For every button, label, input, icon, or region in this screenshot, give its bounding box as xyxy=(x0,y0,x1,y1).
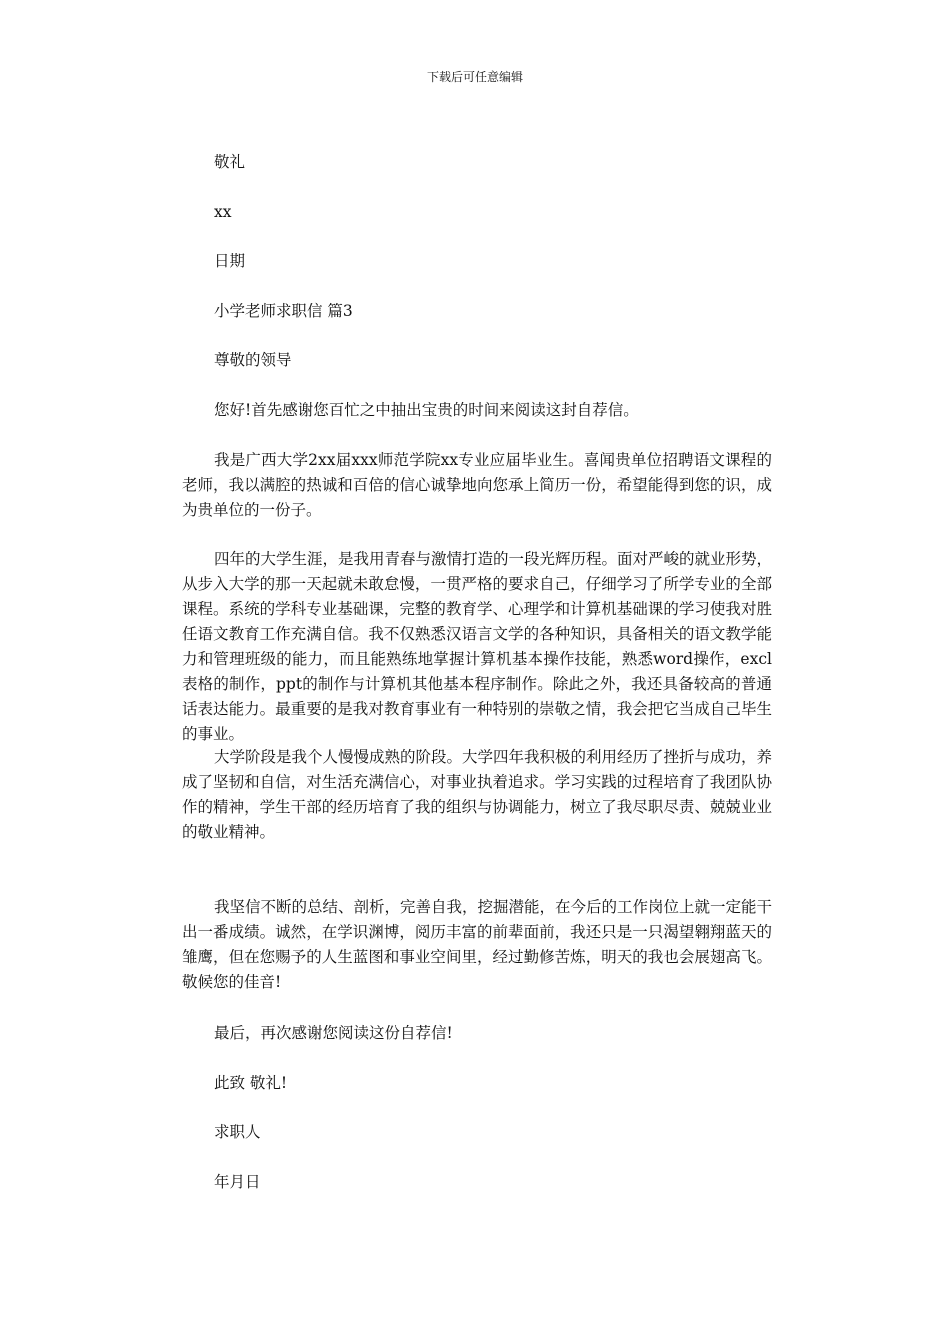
paragraph-intro: 我是广西大学2xx届xxx师范学院xx专业应届毕业生。喜闻贵单位招聘语文课程的老师，我以满腔的热诚和百倍的信心诚挚地向您承上简历一份，希望能得到您的识，成为贵单位的一份子。 xyxy=(182,451,772,519)
paragraph-university: 四年的大学生涯，是我用青春与激情打造的一段光辉历程。面对严峻的就业形势，从步入大学的那一天起就未敢怠慢，一贯严格的要求自己，仔细学习了所学专业的全部课程。系统的学科专业基础课，完整的教育学、心理学和计算机基础课的学习使我对胜任语文教育工作充满自信。我不仅熟悉汉语言文学的各种知识，具备相关的语文教学能力和管理班级的能力，而且能熟练地掌握计算机基本操作技能，熟悉word操作，excl表格的制作，ppt的制作与计算机其他基本程序制作。除此之外，我还具备较高的普通话表达能力。最重要的是我对教育事业有一种特别的崇敬之情，我会把它当成自己毕生的事业。 xyxy=(182,550,773,743)
date-line: 年月日 xyxy=(214,1173,261,1191)
greeting: 尊敬的领导 xyxy=(214,351,292,369)
closing-salute: 敬礼 xyxy=(214,153,246,171)
paragraph-resolve: 我坚信不断的总结、剖析，完善自我，挖掘潜能，在今后的工作岗位上就一定能干出一番成绩。诚然，在学识渊博，阅历丰富的前辈面前，我还只是一只渴望翱翔蓝天的雏鹰，但在您赐予的人生蓝图和事业空间里，经过勤修苦炼，明天的我也会展翅高飞。敬候您的佳音! xyxy=(182,898,773,991)
paragraph-growth: 大学阶段是我个人慢慢成熟的阶段。大学四年我积极的利用经历了挫折与成功，养成了坚韧和自信，对生活充满信心，对事业执着追求。学习实践的过程培育了我团队协作的精神，学生干部的经历培育了我的组织与协调能力，树立了我尽职尽责、兢兢业业的敬业精神。 xyxy=(182,748,773,841)
final-thanks: 最后，再次感谢您阅读这份自荐信! xyxy=(214,1024,453,1042)
opening-line: 您好!首先感谢您百忙之中抽出宝贵的时间来阅读这封自荐信。 xyxy=(214,401,639,419)
section-title: 小学老师求职信 篇3 xyxy=(214,302,353,320)
date-label: 日期 xyxy=(214,252,246,270)
header-note: 下载后可任意编辑 xyxy=(426,70,523,84)
applicant-label: 求职人 xyxy=(214,1123,261,1141)
sign-off: 此致 敬礼! xyxy=(214,1074,288,1092)
name-placeholder: xx xyxy=(214,203,232,221)
